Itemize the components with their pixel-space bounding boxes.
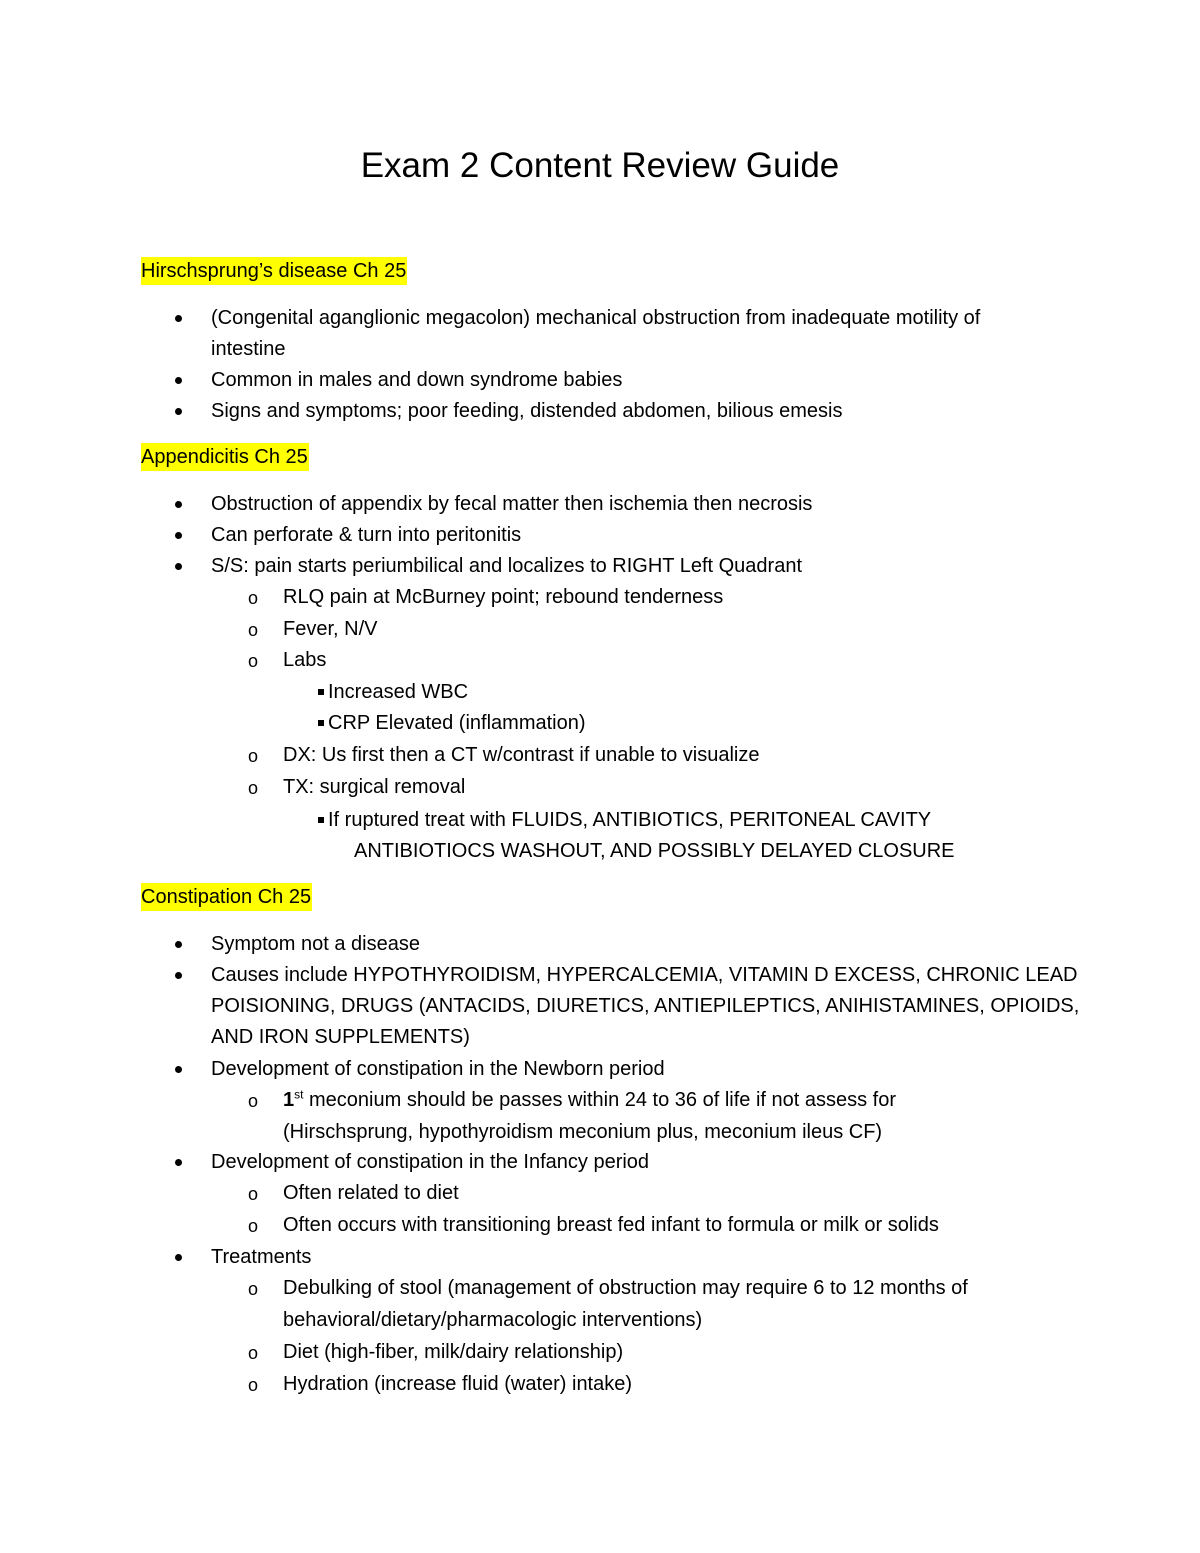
bullet-dot	[175, 563, 182, 570]
circle-bullet: o	[248, 1343, 259, 1363]
list-item: Common in males and down syndrome babies	[211, 369, 623, 391]
sub-sub-list-item: Increased WBC	[328, 681, 469, 703]
list-item: Obstruction of appendix by fecal matter then ischemia then necrosis	[211, 493, 813, 515]
bullet-dot	[175, 501, 182, 508]
circle-bullet: o	[248, 1184, 259, 1204]
list-item: Development of constipation in the Infancy period	[211, 1151, 650, 1173]
list-item: Signs and symptoms; poor feeding, distended abdomen, bilious emesis	[211, 400, 843, 422]
ordinal-suffix: st	[294, 1087, 304, 1102]
square-bullet	[318, 720, 324, 726]
list-item: Symptom not a disease	[211, 933, 420, 955]
square-bullet	[318, 689, 324, 695]
list-item: Can perforate & turn into peritonitis	[211, 524, 522, 546]
sub-list-item: DX: Us first then a CT w/contrast if unable to visualize	[283, 744, 760, 766]
bullet-dot	[175, 315, 182, 322]
circle-bullet: o	[248, 1375, 259, 1395]
section-heading-hirschsprung: Hirschsprung’s disease Ch 25	[141, 257, 407, 285]
section-heading-appendicitis: Appendicitis Ch 25	[141, 443, 309, 471]
circle-bullet: o	[248, 778, 259, 798]
sub-list-item: Hydration (increase fluid (water) intake)	[283, 1373, 633, 1395]
sub-sub-list-item: If ruptured treat with FLUIDS, ANTIBIOTICS, PERITONEAL CAVITY	[328, 809, 932, 831]
circle-bullet: o	[248, 746, 259, 766]
circle-bullet: o	[248, 1279, 259, 1299]
sub-list-item: RLQ pain at McBurney point; rebound tenderness	[283, 586, 724, 608]
bullet-dot	[175, 1066, 182, 1073]
sub-list-item: Diet (high-fiber, milk/dairy relationship)	[283, 1341, 624, 1363]
list-item: Causes include HYPOTHYROIDISM, HYPERCALCEMIA, VITAMIN D EXCESS, CHRONIC LEAD	[211, 964, 1078, 986]
sub-list-item: Often related to diet	[283, 1182, 459, 1204]
section-heading-constipation: Constipation Ch 25	[141, 883, 312, 911]
list-item-continuation: POISIONING, DRUGS (ANTACIDS, DIURETICS, ANTIEPILEPTICS, ANIHISTAMINES, OPIOIDS,	[211, 995, 1080, 1017]
bullet-dot	[175, 1254, 182, 1261]
sub-list-item-continuation: (Hirschsprung, hypothyroidism meconium plus, meconium ileus CF)	[283, 1121, 883, 1143]
ordinal-number: 1	[283, 1089, 295, 1111]
sub-list-item: TX: surgical removal	[283, 776, 466, 798]
sub-sub-list-item-continuation: ANTIBIOTIOCS WASHOUT, AND POSSIBLY DELAYED CLOSURE	[354, 840, 955, 862]
bullet-dot	[175, 377, 182, 384]
square-bullet	[318, 817, 324, 823]
list-item-continuation: AND IRON SUPPLEMENTS)	[211, 1026, 470, 1048]
list-item-continuation: intestine	[211, 338, 286, 360]
sub-sub-list-item: CRP Elevated (inflammation)	[328, 712, 586, 734]
sub-list-item: Debulking of stool (management of obstruction may require 6 to 12 months of	[283, 1277, 968, 1299]
bullet-dot	[175, 408, 182, 415]
sub-list-item	[283, 1086, 896, 1114]
list-item: (Congenital aganglionic megacolon) mechanical obstruction from inadequate motility of	[211, 307, 981, 329]
sub-list-item: Labs	[283, 649, 327, 671]
list-item: S/S: pain starts periumbilical and localizes to RIGHT Left Quadrant	[211, 555, 803, 577]
circle-bullet: o	[248, 1216, 259, 1236]
bullet-dot	[175, 532, 182, 539]
sub-list-item: Fever, N/V	[283, 618, 378, 640]
list-item: Development of constipation in the Newborn period	[211, 1058, 665, 1080]
bullet-dot	[175, 1159, 182, 1166]
sub-list-item-continuation: behavioral/dietary/pharmacologic interventions)	[283, 1309, 703, 1331]
circle-bullet: o	[248, 651, 259, 671]
circle-bullet: o	[248, 1091, 259, 1111]
page-title: Exam 2 Content Review Guide	[360, 146, 840, 185]
sub-list-item-text: meconium should be passes within 24 to 36 of life if not assess for	[303, 1089, 897, 1111]
bullet-dot	[175, 972, 182, 979]
circle-bullet: o	[248, 588, 259, 608]
list-item: Treatments	[211, 1246, 312, 1268]
circle-bullet: o	[248, 620, 259, 640]
sub-list-item: Often occurs with transitioning breast fed infant to formula or milk or solids	[283, 1214, 939, 1236]
bullet-dot	[175, 941, 182, 948]
